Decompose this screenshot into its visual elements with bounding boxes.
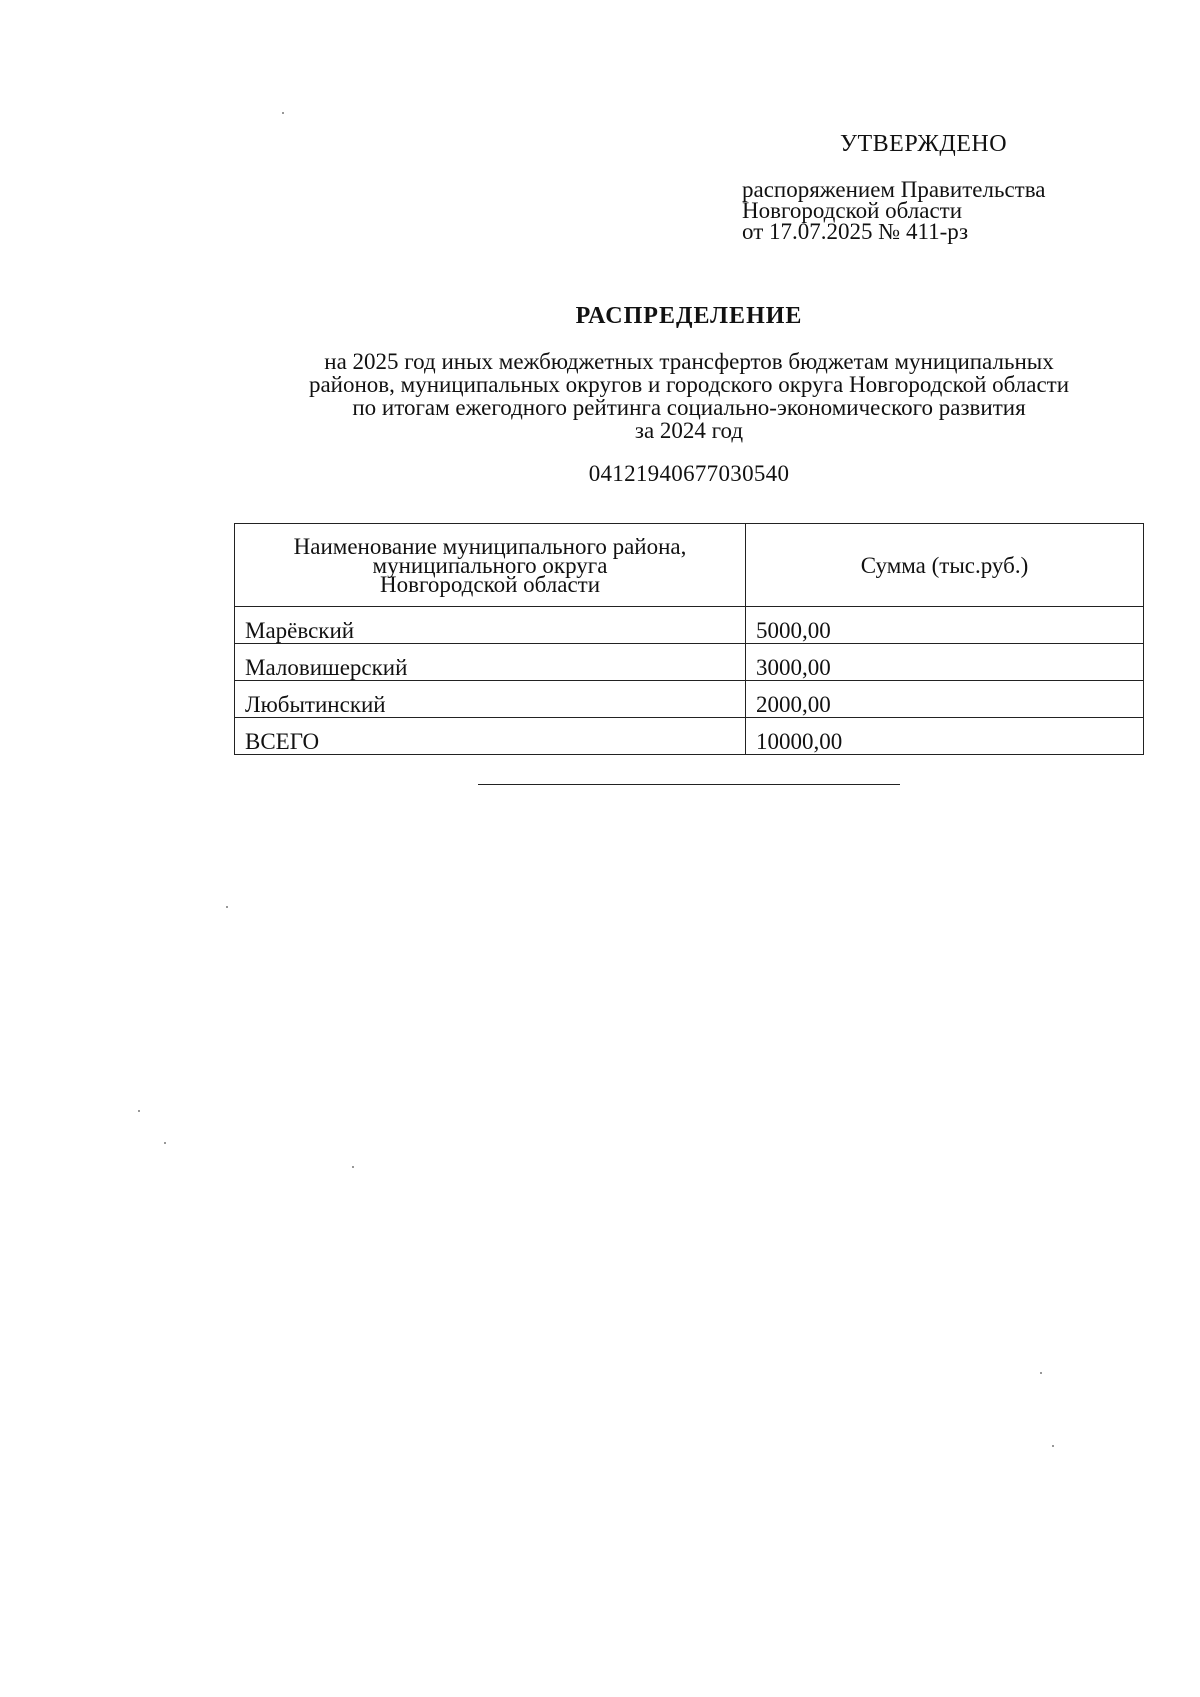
approval-line-1: распоряжением Правительства	[742, 177, 1046, 202]
row-name-cell: Марёвский	[235, 607, 746, 644]
subtitle-line-1: на 2025 год иных межбюджетных трансфертов бюджетам муниципальных	[324, 349, 1054, 374]
approval-title: УТВЕРЖДЕНО	[840, 131, 1008, 157]
table-total-row	[235, 718, 1144, 755]
table-row	[235, 607, 1144, 644]
document-heading	[234, 305, 1144, 485]
header-sum-cell: Сумма (тыс.руб.)	[746, 524, 1144, 607]
scan-speck	[138, 1110, 140, 1112]
document-code: 04121940677030540	[588, 461, 790, 486]
approval-line-2: Новгородской области	[742, 198, 963, 223]
header-name-line-3: Новгородской области	[379, 571, 601, 597]
scan-speck	[352, 1166, 354, 1168]
scan-speck	[1040, 1372, 1042, 1374]
scan-speck	[226, 906, 228, 908]
table-row	[235, 681, 1144, 718]
approval-block	[742, 131, 1162, 244]
subtitle-line-3: по итогам ежегодного рейтинга социально-экономического развития	[352, 395, 1026, 420]
header-name-line-1: Наименование муниципального района,	[293, 533, 687, 559]
table-header-row	[235, 524, 1144, 607]
total-name-cell: ВСЕГО	[235, 718, 746, 755]
scan-speck	[1052, 1445, 1054, 1447]
row-sum-cell: 5000,00	[746, 607, 1144, 644]
subtitle-line-4: за 2024 год	[634, 418, 744, 443]
document-title: РАСПРЕДЕЛЕНИЕ	[575, 303, 803, 329]
end-divider	[478, 784, 900, 785]
subtitle-line-2: районов, муниципальных округов и городского округа Новгородской области	[308, 372, 1070, 397]
row-name-cell: Маловишерский	[235, 644, 746, 681]
scan-speck	[282, 112, 284, 114]
table-row	[235, 644, 1144, 681]
row-sum-cell: 3000,00	[746, 644, 1144, 681]
scan-speck	[164, 1142, 166, 1144]
row-name-cell: Любытинский	[235, 681, 746, 718]
header-name-cell	[235, 524, 746, 607]
header-name-line-2: муниципального округа	[372, 552, 608, 578]
distribution-table	[234, 523, 1144, 755]
row-sum-cell: 2000,00	[746, 681, 1144, 718]
total-sum-cell: 10000,00	[746, 718, 1144, 755]
approval-line-3: от 17.07.2025 № 411-рз	[742, 219, 969, 244]
